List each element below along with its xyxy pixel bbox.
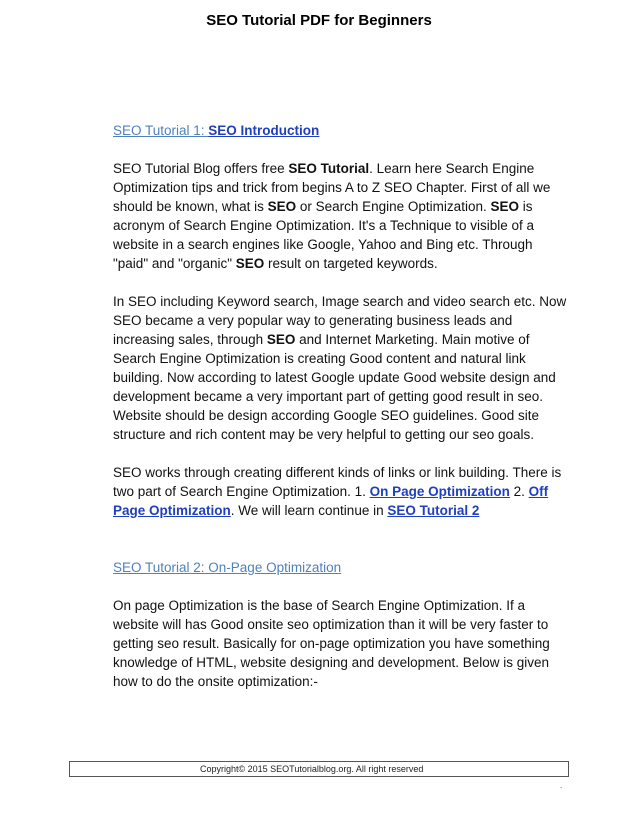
copyright-text: Copyright© 2015 SEOTutorialblog.org. All right reserved: [200, 764, 424, 774]
section1-paragraph-2: [113, 292, 571, 444]
text-run: SEO works through creating different kinds of links or link building. There is two part of Search Engine Optimization. 1.: [113, 465, 562, 499]
section1-paragraph-3: [113, 463, 571, 520]
section1-heading-prefix: SEO Tutorial 1:: [113, 123, 209, 138]
section2-paragraph-1: On page Optimization is the base of Search Engine Optimization. If a website will has Good onsite seo optimization than it will be very faster to getting seo result. Basically for on-page optimization you have something knowledge of HTML, website designing and development. Below is given how to do the onsite optimization:-: [113, 598, 550, 689]
text-run: SEO Tutorial Blog offers free: [113, 161, 289, 176]
text-run: In SEO including Keyword search, Image search and video search etc. Now SEO became a very popular way to generating business leads and increasing sales, through: [113, 294, 567, 347]
document-body: [113, 121, 571, 710]
bold-text: SEO: [235, 256, 265, 271]
page-title: SEO Tutorial PDF for Beginners: [206, 12, 432, 29]
text-run: 2.: [509, 484, 529, 499]
bold-text: SEO Tutorial: [288, 161, 370, 176]
bold-text: SEO: [267, 199, 297, 214]
seo-tutorial-2-link[interactable]: SEO Tutorial 2: [387, 503, 480, 518]
text-run: . We will learn continue in: [230, 503, 388, 518]
text-run: . Learn here Search Engine Optimization tips and trick from begins A to Z SEO Chapter. First of all we should be known, what is: [113, 161, 551, 214]
section1-paragraph-1: [113, 159, 571, 273]
section2-heading: SEO Tutorial 2: On-Page Optimization: [113, 560, 342, 575]
bold-text: SEO: [266, 332, 296, 347]
on-page-optimization-link[interactable]: On Page Optimization: [369, 484, 510, 499]
off-page-optimization-link[interactable]: Off Page Optimization: [113, 484, 549, 518]
text-run: or Search Engine Optimization.: [296, 199, 491, 214]
footer: [69, 761, 569, 777]
bold-text: SEO: [490, 199, 519, 214]
text-run: and Internet Marketing. Main motive of Search Engine Optimization is creating Good content and natural link building. Now according to latest Google update Good website design and development became a very important part of getting good result in seo. Website should be design according Google SEO guidelines. Good site structure and rich content may be very helpful to getting our seo goals.: [113, 332, 556, 442]
seo-introduction-link[interactable]: SEO Introduction: [208, 123, 320, 138]
section1-heading: [113, 121, 571, 140]
text-run: is acronym of Search Engine Optimization. It's a Technique to visible of a website in a search engines like Google, Yahoo and Bing etc. Through "paid" and "organic": [113, 199, 535, 271]
page-dot: .: [560, 781, 563, 790]
text-run: result on targeted keywords.: [264, 256, 438, 271]
